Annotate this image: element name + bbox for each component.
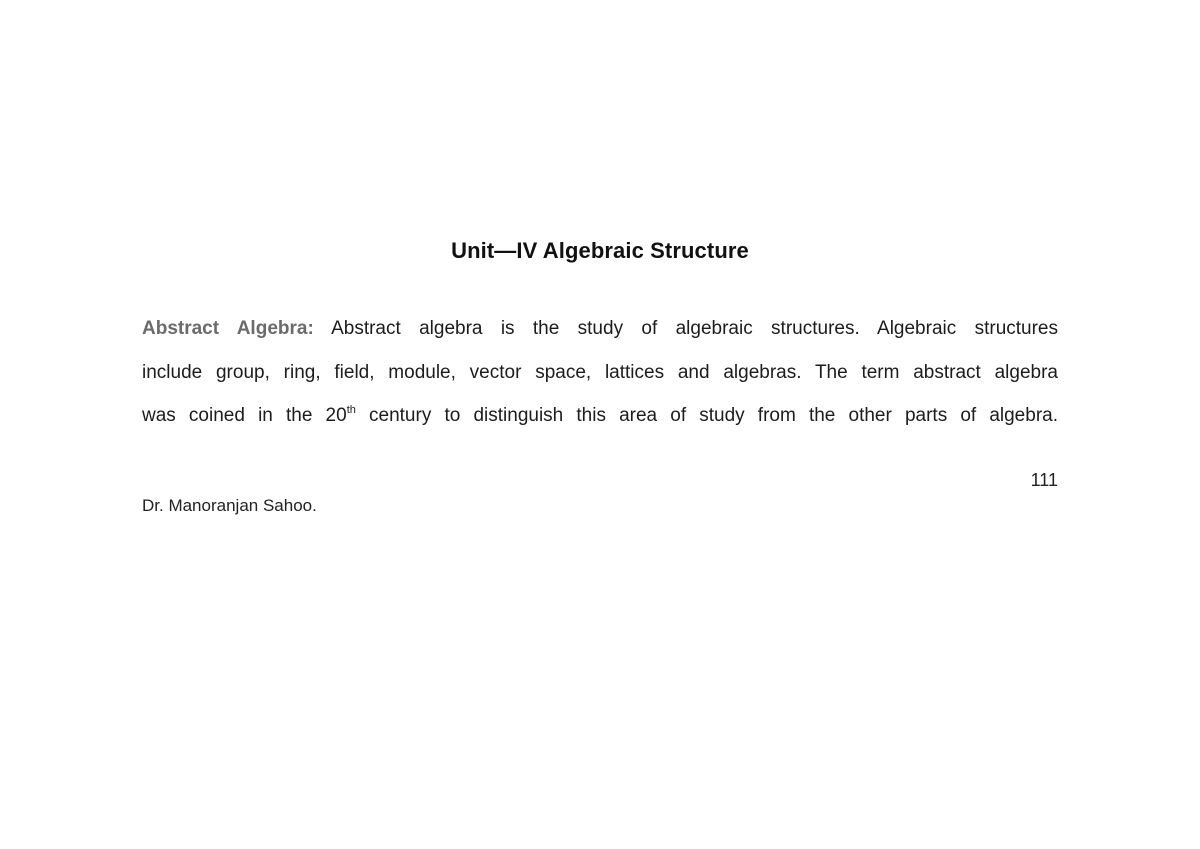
paragraph-lead-term: Abstract Algebra:: [142, 318, 314, 339]
author-name: Dr. Manoranjan Sahoo.: [142, 496, 317, 515]
paragraph-line-3: [142, 394, 1058, 438]
paragraph-line-3-text-a: was coined in the 20: [142, 405, 347, 426]
paragraph-line-3-text-b: century to distinguish this area of study from the other parts of algebra.: [355, 405, 1058, 426]
ordinal-superscript: th: [346, 404, 356, 416]
paragraph-line-2: include group, ring, field, module, vector space, lattices and algebras. The term abstract algebra: [142, 361, 1058, 383]
page-title: Unit—IV Algebraic Structure: [451, 238, 749, 263]
paragraph-line-1-text: Abstract algebra is the study of algebraic structures. Algebraic structures: [313, 318, 1058, 339]
page-number: 111: [1030, 470, 1058, 490]
abstract-algebra-paragraph: [142, 307, 1058, 438]
paragraph-line-1: [142, 307, 1058, 351]
